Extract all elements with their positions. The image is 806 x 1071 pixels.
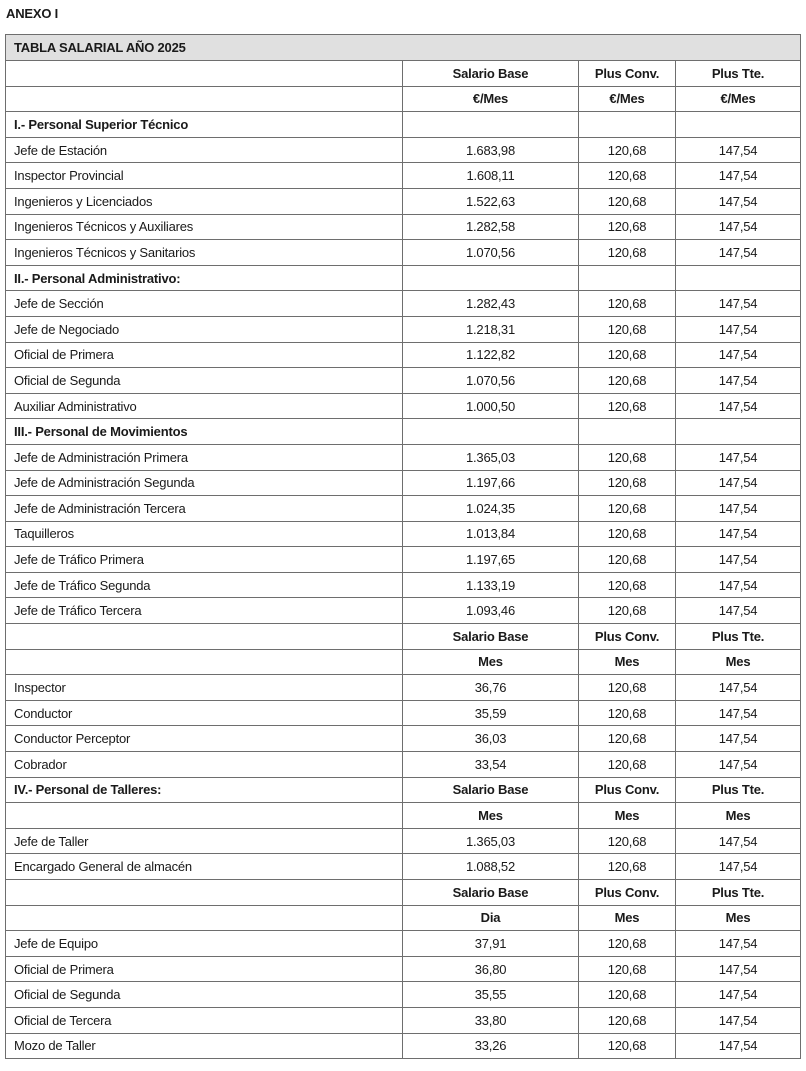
table-row <box>6 854 801 880</box>
plus-conv-value: 120,68 <box>579 854 676 880</box>
category-name: Jefe de Administración Segunda <box>6 470 403 496</box>
category-name: Oficial de Segunda <box>6 368 403 394</box>
table-row <box>6 828 801 854</box>
plus-tte-value: 147,54 <box>676 752 801 778</box>
table-row <box>6 214 801 240</box>
plus-conv-value: 120,68 <box>579 342 676 368</box>
table-row <box>6 521 801 547</box>
section-row <box>6 265 801 291</box>
plus-conv-value: 120,68 <box>579 470 676 496</box>
category-name: Inspector <box>6 675 403 701</box>
table-row <box>6 931 801 957</box>
table-row <box>6 1033 801 1059</box>
section-title: I.- Personal Superior Técnico <box>6 112 403 138</box>
empty-cell <box>6 905 403 931</box>
unit-salario-base: Dia <box>403 905 579 931</box>
plus-conv-value: 120,68 <box>579 547 676 573</box>
salario-base-value: 35,59 <box>403 700 579 726</box>
salario-base-value: 1.024,35 <box>403 496 579 522</box>
plus-conv-value: 120,68 <box>579 291 676 317</box>
plus-tte-value: 147,54 <box>676 444 801 470</box>
plus-tte-value: 147,54 <box>676 240 801 266</box>
plus-conv-value: 120,68 <box>579 752 676 778</box>
header-plus-conv: Plus Conv. <box>579 880 676 906</box>
plus-conv-value: 120,68 <box>579 1033 676 1059</box>
empty-cell <box>579 419 676 445</box>
category-name: Oficial de Primera <box>6 956 403 982</box>
salary-table <box>5 34 801 1059</box>
category-name: Jefe de Administración Tercera <box>6 496 403 522</box>
table-row <box>6 137 801 163</box>
salario-base-value: 1.365,03 <box>403 444 579 470</box>
unit-plus-tte: Mes <box>676 803 801 829</box>
plus-tte-value: 147,54 <box>676 956 801 982</box>
salario-base-value: 1.093,46 <box>403 598 579 624</box>
plus-conv-value: 120,68 <box>579 700 676 726</box>
unit-salario-base: €/Mes <box>403 86 579 112</box>
table-row <box>6 675 801 701</box>
salario-base-value: 1.218,31 <box>403 316 579 342</box>
plus-tte-value: 147,54 <box>676 342 801 368</box>
empty-cell <box>6 803 403 829</box>
plus-conv-value: 120,68 <box>579 163 676 189</box>
empty-cell <box>676 112 801 138</box>
salario-base-value: 1.282,43 <box>403 291 579 317</box>
salario-base-value: 33,26 <box>403 1033 579 1059</box>
header-salario-base: Salario Base <box>403 880 579 906</box>
table-title: TABLA SALARIAL AÑO 2025 <box>6 35 801 61</box>
category-name: Jefe de Administración Primera <box>6 444 403 470</box>
header-plus-tte: Plus Tte. <box>676 880 801 906</box>
unit-plus-conv: €/Mes <box>579 86 676 112</box>
unit-plus-conv: Mes <box>579 649 676 675</box>
plus-conv-value: 120,68 <box>579 726 676 752</box>
table-row <box>6 444 801 470</box>
section-title: II.- Personal Administrativo: <box>6 265 403 291</box>
unit-salario-base: Mes <box>403 803 579 829</box>
unit-header-row <box>6 803 801 829</box>
plus-tte-value: 147,54 <box>676 1007 801 1033</box>
unit-header-row <box>6 649 801 675</box>
plus-tte-value: 147,54 <box>676 675 801 701</box>
table-row <box>6 188 801 214</box>
plus-conv-value: 120,68 <box>579 598 676 624</box>
table-row <box>6 368 801 394</box>
header-plus-tte: Plus Tte. <box>676 624 801 650</box>
category-name: Taquilleros <box>6 521 403 547</box>
column-header-row <box>6 61 801 87</box>
table-row <box>6 956 801 982</box>
header-salario-base: Salario Base <box>403 61 579 87</box>
category-name: Jefe de Negociado <box>6 316 403 342</box>
plus-conv-value: 120,68 <box>579 496 676 522</box>
plus-conv-value: 120,68 <box>579 444 676 470</box>
category-name: Cobrador <box>6 752 403 778</box>
unit-plus-conv: Mes <box>579 803 676 829</box>
salario-base-value: 1.133,19 <box>403 572 579 598</box>
plus-tte-value: 147,54 <box>676 393 801 419</box>
plus-conv-value: 120,68 <box>579 316 676 342</box>
plus-tte-value: 147,54 <box>676 163 801 189</box>
category-name: Ingenieros Técnicos y Auxiliares <box>6 214 403 240</box>
unit-plus-tte: Mes <box>676 905 801 931</box>
table-title-row <box>6 35 801 61</box>
header-plus-tte: Plus Tte. <box>676 777 801 803</box>
empty-cell <box>6 624 403 650</box>
category-name: Mozo de Taller <box>6 1033 403 1059</box>
section-title: IV.- Personal de Talleres: <box>6 777 403 803</box>
table-row <box>6 572 801 598</box>
table-row <box>6 163 801 189</box>
header-plus-conv: Plus Conv. <box>579 61 676 87</box>
salario-base-value: 36,80 <box>403 956 579 982</box>
plus-tte-value: 147,54 <box>676 137 801 163</box>
empty-cell <box>579 112 676 138</box>
table-row <box>6 240 801 266</box>
salary-table-body <box>6 35 801 1059</box>
empty-cell <box>403 419 579 445</box>
salario-base-value: 1.000,50 <box>403 393 579 419</box>
plus-conv-value: 120,68 <box>579 1007 676 1033</box>
header-salario-base: Salario Base <box>403 624 579 650</box>
plus-tte-value: 147,54 <box>676 828 801 854</box>
plus-tte-value: 147,54 <box>676 291 801 317</box>
empty-cell <box>6 61 403 87</box>
plus-conv-value: 120,68 <box>579 931 676 957</box>
category-name: Inspector Provincial <box>6 163 403 189</box>
plus-tte-value: 147,54 <box>676 931 801 957</box>
salario-base-value: 1.088,52 <box>403 854 579 880</box>
salario-base-value: 1.197,66 <box>403 470 579 496</box>
plus-conv-value: 120,68 <box>579 137 676 163</box>
category-name: Ingenieros y Licenciados <box>6 188 403 214</box>
table-row <box>6 982 801 1008</box>
table-row <box>6 700 801 726</box>
empty-cell <box>403 112 579 138</box>
salario-base-value: 36,03 <box>403 726 579 752</box>
table-row <box>6 342 801 368</box>
table-row <box>6 316 801 342</box>
annex-title: ANEXO I <box>6 6 59 21</box>
plus-tte-value: 147,54 <box>676 496 801 522</box>
column-header-row <box>6 880 801 906</box>
salario-base-value: 1.070,56 <box>403 368 579 394</box>
salario-base-value: 1.070,56 <box>403 240 579 266</box>
header-plus-conv: Plus Conv. <box>579 777 676 803</box>
empty-cell <box>676 265 801 291</box>
plus-tte-value: 147,54 <box>676 572 801 598</box>
empty-cell <box>676 419 801 445</box>
plus-tte-value: 147,54 <box>676 598 801 624</box>
header-plus-conv: Plus Conv. <box>579 624 676 650</box>
section-row <box>6 112 801 138</box>
table-row <box>6 598 801 624</box>
salario-base-value: 1.122,82 <box>403 342 579 368</box>
empty-cell <box>579 265 676 291</box>
empty-cell <box>6 880 403 906</box>
category-name: Ingenieros Técnicos y Sanitarios <box>6 240 403 266</box>
unit-header-row <box>6 905 801 931</box>
table-row <box>6 470 801 496</box>
plus-tte-value: 147,54 <box>676 854 801 880</box>
category-name: Jefe de Sección <box>6 291 403 317</box>
unit-plus-tte: Mes <box>676 649 801 675</box>
category-name: Conductor <box>6 700 403 726</box>
plus-tte-value: 147,54 <box>676 547 801 573</box>
salario-base-value: 1.365,03 <box>403 828 579 854</box>
salario-base-value: 36,76 <box>403 675 579 701</box>
table-row <box>6 547 801 573</box>
plus-conv-value: 120,68 <box>579 393 676 419</box>
category-name: Jefe de Equipo <box>6 931 403 957</box>
plus-conv-value: 120,68 <box>579 240 676 266</box>
category-name: Encargado General de almacén <box>6 854 403 880</box>
plus-conv-value: 120,68 <box>579 982 676 1008</box>
salario-base-value: 1.197,65 <box>403 547 579 573</box>
plus-tte-value: 147,54 <box>676 982 801 1008</box>
unit-plus-conv: Mes <box>579 905 676 931</box>
table-row <box>6 1007 801 1033</box>
table-row <box>6 752 801 778</box>
salario-base-value: 1.282,58 <box>403 214 579 240</box>
plus-tte-value: 147,54 <box>676 188 801 214</box>
empty-cell <box>6 649 403 675</box>
unit-salario-base: Mes <box>403 649 579 675</box>
category-name: Jefe de Taller <box>6 828 403 854</box>
salario-base-value: 33,54 <box>403 752 579 778</box>
salario-base-value: 1.013,84 <box>403 521 579 547</box>
section-row <box>6 419 801 445</box>
category-name: Oficial de Tercera <box>6 1007 403 1033</box>
category-name: Jefe de Tráfico Tercera <box>6 598 403 624</box>
plus-conv-value: 120,68 <box>579 675 676 701</box>
plus-tte-value: 147,54 <box>676 1033 801 1059</box>
category-name: Oficial de Primera <box>6 342 403 368</box>
column-header-row <box>6 777 801 803</box>
salario-base-value: 1.683,98 <box>403 137 579 163</box>
plus-tte-value: 147,54 <box>676 726 801 752</box>
table-row <box>6 496 801 522</box>
unit-plus-tte: €/Mes <box>676 86 801 112</box>
plus-conv-value: 120,68 <box>579 188 676 214</box>
table-row <box>6 393 801 419</box>
table-row <box>6 726 801 752</box>
plus-tte-value: 147,54 <box>676 316 801 342</box>
plus-conv-value: 120,68 <box>579 368 676 394</box>
plus-conv-value: 120,68 <box>579 572 676 598</box>
plus-conv-value: 120,68 <box>579 214 676 240</box>
category-name: Conductor Perceptor <box>6 726 403 752</box>
category-name: Oficial de Segunda <box>6 982 403 1008</box>
salario-base-value: 1.608,11 <box>403 163 579 189</box>
category-name: Jefe de Tráfico Primera <box>6 547 403 573</box>
section-title: III.- Personal de Movimientos <box>6 419 403 445</box>
header-plus-tte: Plus Tte. <box>676 61 801 87</box>
salario-base-value: 1.522,63 <box>403 188 579 214</box>
salario-base-value: 37,91 <box>403 931 579 957</box>
plus-conv-value: 120,68 <box>579 521 676 547</box>
column-header-row <box>6 624 801 650</box>
table-row <box>6 291 801 317</box>
salario-base-value: 33,80 <box>403 1007 579 1033</box>
category-name: Jefe de Estación <box>6 137 403 163</box>
unit-header-row <box>6 86 801 112</box>
plus-conv-value: 120,68 <box>579 828 676 854</box>
category-name: Auxiliar Administrativo <box>6 393 403 419</box>
salario-base-value: 35,55 <box>403 982 579 1008</box>
plus-tte-value: 147,54 <box>676 368 801 394</box>
header-salario-base: Salario Base <box>403 777 579 803</box>
empty-cell <box>6 86 403 112</box>
plus-tte-value: 147,54 <box>676 470 801 496</box>
plus-tte-value: 147,54 <box>676 700 801 726</box>
category-name: Jefe de Tráfico Segunda <box>6 572 403 598</box>
plus-conv-value: 120,68 <box>579 956 676 982</box>
plus-tte-value: 147,54 <box>676 521 801 547</box>
empty-cell <box>403 265 579 291</box>
plus-tte-value: 147,54 <box>676 214 801 240</box>
